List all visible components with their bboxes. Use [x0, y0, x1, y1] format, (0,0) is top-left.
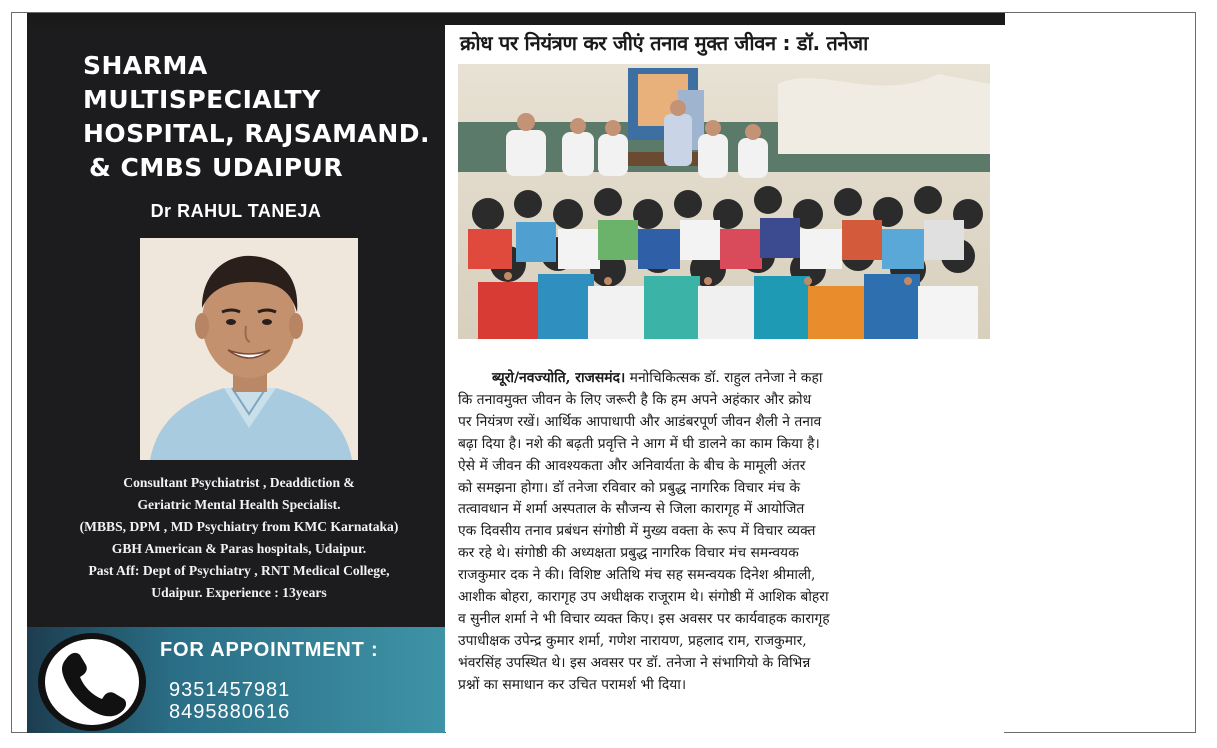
hospital-name-line: MULTISPECIALTY [83, 85, 321, 114]
doctor-portrait [140, 238, 358, 460]
article-line [458, 368, 994, 390]
article-line: को समझना होगा। डॉ तनेजा रविवार को प्रबुद्ध नागरिक विचार मंच के [458, 479, 801, 496]
phone-numbers [169, 679, 290, 723]
hospital-name [83, 49, 443, 185]
credential-line: (MBBS, DPM , MD Psychiatry from KMC Karnataka) [79, 519, 399, 534]
hospital-promo-panel [27, 25, 445, 733]
article-line: पर नियंत्रण रखें। आर्थिक आपाधापी और आडंबरपूर्ण जीवन शैली ने तनाव [458, 413, 822, 430]
credential-line: GBH American & Paras hospitals, Udaipur. [111, 541, 367, 556]
article-line: कि तनावमुक्त जीवन के लिए जरूरी है कि हम अपने अहंकार और क्रोध [458, 391, 812, 408]
article-body [458, 368, 994, 697]
credential-line: Geriatric Mental Health Specialist. [137, 497, 341, 512]
doctor-credentials [33, 472, 445, 604]
article-text: मनोचिकित्सक डॉ. राहुल तनेजा ने कहा [625, 370, 823, 386]
appointment-label: FOR APPOINTMENT : [160, 639, 379, 661]
hospital-name-line: HOSPITAL, RAJSAMAND. [83, 119, 431, 148]
hospital-name-line: SHARMA [83, 51, 208, 80]
hospital-name-line: & CMBS UDAIPUR [89, 153, 344, 182]
article-line: ऐसे में जीवन की आवश्यकता और अनिवार्यता के बीच के मामूली अंतर [458, 457, 806, 474]
article-dateline: ब्यूरो/नवज्योति, राजसमंद। [492, 370, 626, 386]
article-line: कर रहे थे। संगोष्ठी की अध्यक्षता प्रबुद्ध नागरिक विचार मंच समन्वयक [458, 545, 799, 562]
article-line: भंवरसिंह उपस्थित थे। इस अवसर पर डॉ. तनेजा ने संभागियो के विभिन्न [458, 654, 811, 671]
newspaper-clipping [446, 25, 1004, 733]
credential-line: Udaipur. Experience : 13years [151, 585, 327, 600]
article-line: एक दिवसीय तनाव प्रबंधन संगोष्ठी में मुख्य वक्ता के रूप में विचार व्यक्त [458, 523, 816, 540]
article-line: उपाधीक्षक उपेन्द्र कुमार शर्मा, गणेश नारायण, प्रहलाद राम, राजकुमार, [458, 632, 807, 649]
news-photo [458, 64, 990, 339]
credential-line: Consultant Psychiatrist , Deaddiction & [123, 475, 355, 490]
credential-line: Past Aff: Dept of Psychiatry , RNT Medical College, [88, 563, 390, 578]
doctor-name: Dr RAHUL TANEJA [150, 201, 322, 221]
phone-number[interactable]: 8495880616 [169, 701, 291, 723]
article-line: व सुनील शर्मा ने भी विचार व्यक्त किए। इस अवसर पर कार्यवाहक कारागृह [458, 610, 830, 627]
article-line: तत्वावधान में शर्मा अस्पताल के सौजन्य से जिला कारागृह में आयोजित [458, 501, 805, 518]
article-line: राजकुमार दक ने की। विशिष्ट अतिथि मंच सह समन्वयक दिनेश श्रीमाली, [458, 567, 816, 584]
article-line: आशीक बोहरा, कारागृह उप अधीक्षक राजूराम थे। संगोष्ठी में आशिक बोहरा [458, 589, 829, 606]
article-line: बढ़ा दिया है। नशे की बढ़ती प्रवृत्ति ने आग में घी डालने का काम किया है। [458, 435, 820, 452]
phone-number[interactable]: 9351457981 [169, 679, 291, 701]
seminar-crowd-photo [458, 64, 990, 339]
doctor-portrait-illustration [140, 238, 358, 460]
article-headline: क्रोध पर नियंत्रण कर जीएं तनाव मुक्त जीवन : डॉ. तनेजा [460, 31, 869, 55]
phone-handset-icon [36, 631, 148, 733]
top-dark-strip [27, 13, 1005, 25]
article-line: प्रश्नों का समाधान कर उचित परामर्श भी दिया। [458, 676, 687, 693]
